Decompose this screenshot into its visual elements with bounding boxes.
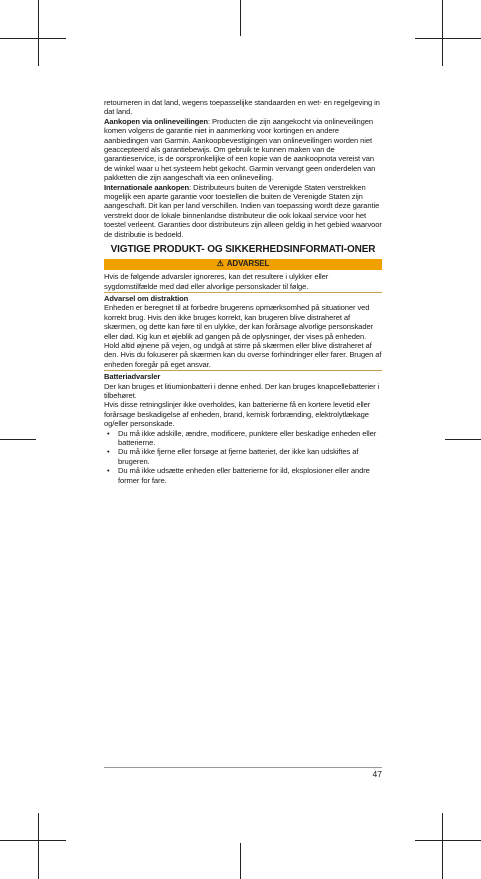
divider	[104, 292, 382, 293]
crop-mark	[415, 38, 481, 39]
international-label: Internationale aankopen	[104, 182, 190, 192]
footer-rule	[104, 767, 382, 768]
crop-mark	[240, 0, 241, 36]
online-auction-paragraph	[104, 117, 382, 183]
online-auction-text: : Producten die zijn aangekocht via onlineveilingen komen volgens de garantie niet in aanmerking voor kortingen en andere aanbiedingen van Garmin. Aankoopbevestigingen van onlineveilingen worden niet geaccepteerd als garantiebewijs. Om gebruik te kunnen maken van de garantieservice, is de oorspronkelijke of een kopie van de aankoopnota vereist van de winkel waar u het systeem hebt gekocht. Garmin vervangt geen onderdelen van pakketten die zijn aangeschaft via een onlineveiling.	[104, 116, 376, 183]
crop-mark	[0, 840, 66, 841]
intro-paragraph: retourneren in dat land, wegens toepasselijke standaarden en wet- en regelgeving in dat land.	[104, 98, 380, 117]
list-item: • Du må ikke adskille, ændre, modificere, punktere eller beskadige enheden eller batterierne.	[104, 429, 382, 448]
crop-mark	[38, 813, 39, 879]
list-item: • Du må ikke udsætte enheden eller batterierne for ild, eksplosioner eller andre former for fare.	[104, 466, 382, 485]
crop-mark	[445, 439, 481, 440]
battery-bullet-list	[104, 429, 382, 485]
crop-mark	[442, 813, 443, 879]
page-content	[104, 98, 382, 485]
international-text: : Distributeurs buiten de Verenigde Staten verstrekken mogelijk een aparte garantie voor toestellen die buiten de Verenigde Staten zijn aangeschaft. Dit kan per land verschillen. Indien van toepassing wordt deze garantie verstrekt door de lokale binnenlandse distributeur die ook lokaal service voor het toestel verleent. Garanties door distributeurs zijn alleen geldig in het gebied waarvoor de distributie is bedoeld.	[104, 182, 382, 239]
warning-text: Hvis de følgende advarsler ignoreres, kan det resultere i ulykker eller sygdomstilfælde med død eller alvorlige personskader til følge.	[104, 272, 329, 291]
divider	[104, 370, 382, 371]
page-number: 47	[372, 769, 382, 779]
warning-triangle-icon: ⚠	[216, 259, 224, 269]
list-item: • Du må ikke fjerne eller forsøge at fjerne batteriet, der ikke kan udskiftes af brugeren.	[104, 447, 382, 466]
distraction-text: Enheden er beregnet til at forbedre brugerens opmærksomhed på situationer ved korrekt brug. Hvis den ikke bruges korrekt, kan brugeren blive distraheret af skærmen, og dette kan føre til en ulykke, der kan forårsage alvorlige personskader eller død. Kig kun et øjeblik ad gangen på de oplysninger, der vises på enheden. Hold altid øjnene på vejen, og undgå at stirre på skærmen eller blive distraheret af den. Hvis du fokuserer på skærmen kan du overse forhindringer eller farer. Brugen af enheden foregår på eget ansvar.	[104, 303, 382, 369]
international-paragraph	[104, 183, 382, 239]
battery-paragraph-1: Der kan bruges et litiumionbatteri i denne enhed. Der kan bruges knapcellebatterier i tilbehøret.	[104, 381, 380, 400]
section-title: VIGTIGE PRODUKT- OG SIKKERHEDSINFORMATI-ONER	[110, 244, 376, 256]
warning-label: ADVARSEL	[226, 259, 270, 269]
crop-mark	[0, 439, 36, 440]
crop-mark	[415, 840, 481, 841]
distraction-title: Advarsel om distraktion	[104, 293, 189, 303]
warning-bar	[104, 259, 382, 270]
crop-mark	[442, 0, 443, 66]
online-auction-label: Aankopen via onlineveilingen	[104, 116, 208, 126]
crop-mark	[0, 38, 66, 39]
crop-mark	[240, 843, 241, 879]
battery-title: Batteriadvarsler	[104, 372, 161, 382]
battery-paragraph-2: Hvis disse retningslinjer ikke overholdes, kan batterierne få en kortere levetid eller forårsage beskadigelse af enheden, brand, kemisk forbrænding, elektrolytlækage og/eller personskade.	[104, 400, 371, 429]
crop-mark	[38, 0, 39, 66]
